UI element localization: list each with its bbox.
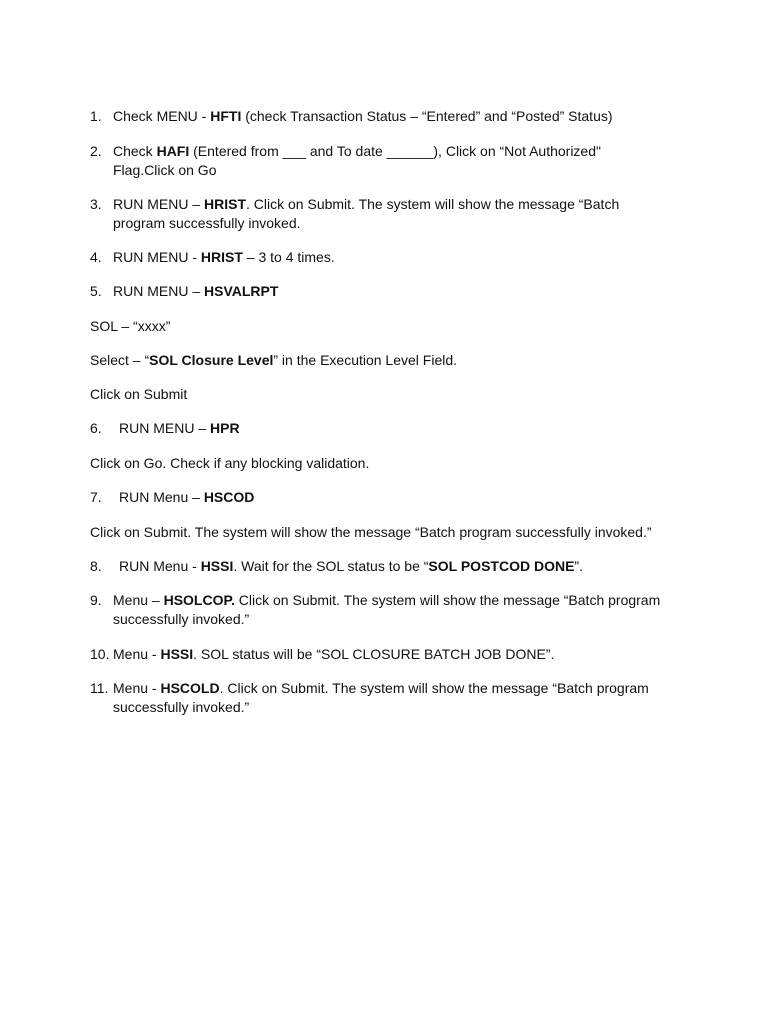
item-number: 6. (90, 420, 102, 436)
status-value: SOL POSTCOD DONE (428, 558, 575, 574)
sol-line: SOL – “xxxx” (90, 318, 171, 334)
item-number: 7. (90, 489, 102, 505)
list-item-2 (90, 142, 660, 180)
item-number: 3. (90, 196, 102, 212)
menu-code: HRIST (200, 249, 243, 265)
execution-level-value: SOL Closure Level (149, 352, 274, 368)
list-item-1 (90, 107, 690, 126)
item-text: RUN MENU – HSVALRPT (113, 283, 279, 299)
click-go-line: Click on Go. Check if any blocking validation. (90, 455, 370, 471)
item-number: 2. (90, 143, 102, 159)
menu-code: HSCOLD (160, 680, 220, 696)
list-item-3 (90, 195, 675, 233)
list-item-10 (90, 645, 690, 664)
item-text: Menu - HSCOLD. Click on Submit. The system will show the message “Batch program successfully invoked.” (113, 680, 649, 715)
item-text: RUN MENU – HRIST. Click on Submit. The system will show the message “Batch program successfully invoked. (113, 196, 620, 231)
item-number: 11. (90, 680, 109, 696)
menu-code: HSSI (200, 558, 234, 574)
list-item-6 (90, 419, 690, 438)
item-text: RUN Menu - HSSI. Wait for the SOL status to be “SOL POSTCOD DONE”. (119, 558, 583, 574)
item-number: 4. (90, 249, 102, 265)
item-number: 1. (90, 108, 102, 124)
click-submit-message-line: Click on Submit. The system will show the message “Batch program successfully invoked.” (90, 524, 652, 540)
item-number: 10. (90, 646, 110, 662)
list-item-4 (90, 248, 690, 267)
item-number: 9. (90, 592, 102, 608)
item-number: 8. (90, 558, 102, 574)
item-text: RUN MENU - HRIST – 3 to 4 times. (113, 249, 335, 265)
item-text: Check MENU - HFTI (check Transaction Status – “Entered” and “Posted” Status) (113, 108, 613, 124)
list-item-7 (90, 488, 690, 507)
menu-code: HSOLCOP. (163, 592, 235, 608)
select-line: Select – “SOL Closure Level” in the Execution Level Field. (90, 352, 458, 368)
menu-code: HAFI (156, 143, 190, 159)
item-text: Menu – HSOLCOP. Click on Submit. The system will show the message “Batch program successfully invoked.” (113, 592, 661, 627)
click-submit-line: Click on Submit (90, 386, 188, 402)
list-item-9 (90, 591, 670, 629)
menu-code: HSVALRPT (204, 283, 279, 299)
item-number: 5. (90, 283, 102, 299)
list-item-8 (90, 557, 690, 576)
item-text: RUN Menu – HSCOD (119, 489, 255, 505)
menu-code: HFTI (210, 108, 242, 124)
item-text: RUN MENU – HPR (119, 420, 240, 436)
menu-code: HRIST (204, 196, 247, 212)
list-item-5 (90, 282, 690, 301)
item-text: Check HAFI (Entered from ___ and To date ______), Click on “Not Authorized" Flag.Click on Go (113, 143, 601, 178)
item-text: Menu - HSSI. SOL status will be “SOL CLOSURE BATCH JOB DONE”. (113, 646, 555, 662)
list-item-11 (90, 679, 660, 717)
menu-code: HPR (210, 420, 240, 436)
menu-code: HSCOD (203, 489, 255, 505)
menu-code: HSSI (160, 646, 194, 662)
